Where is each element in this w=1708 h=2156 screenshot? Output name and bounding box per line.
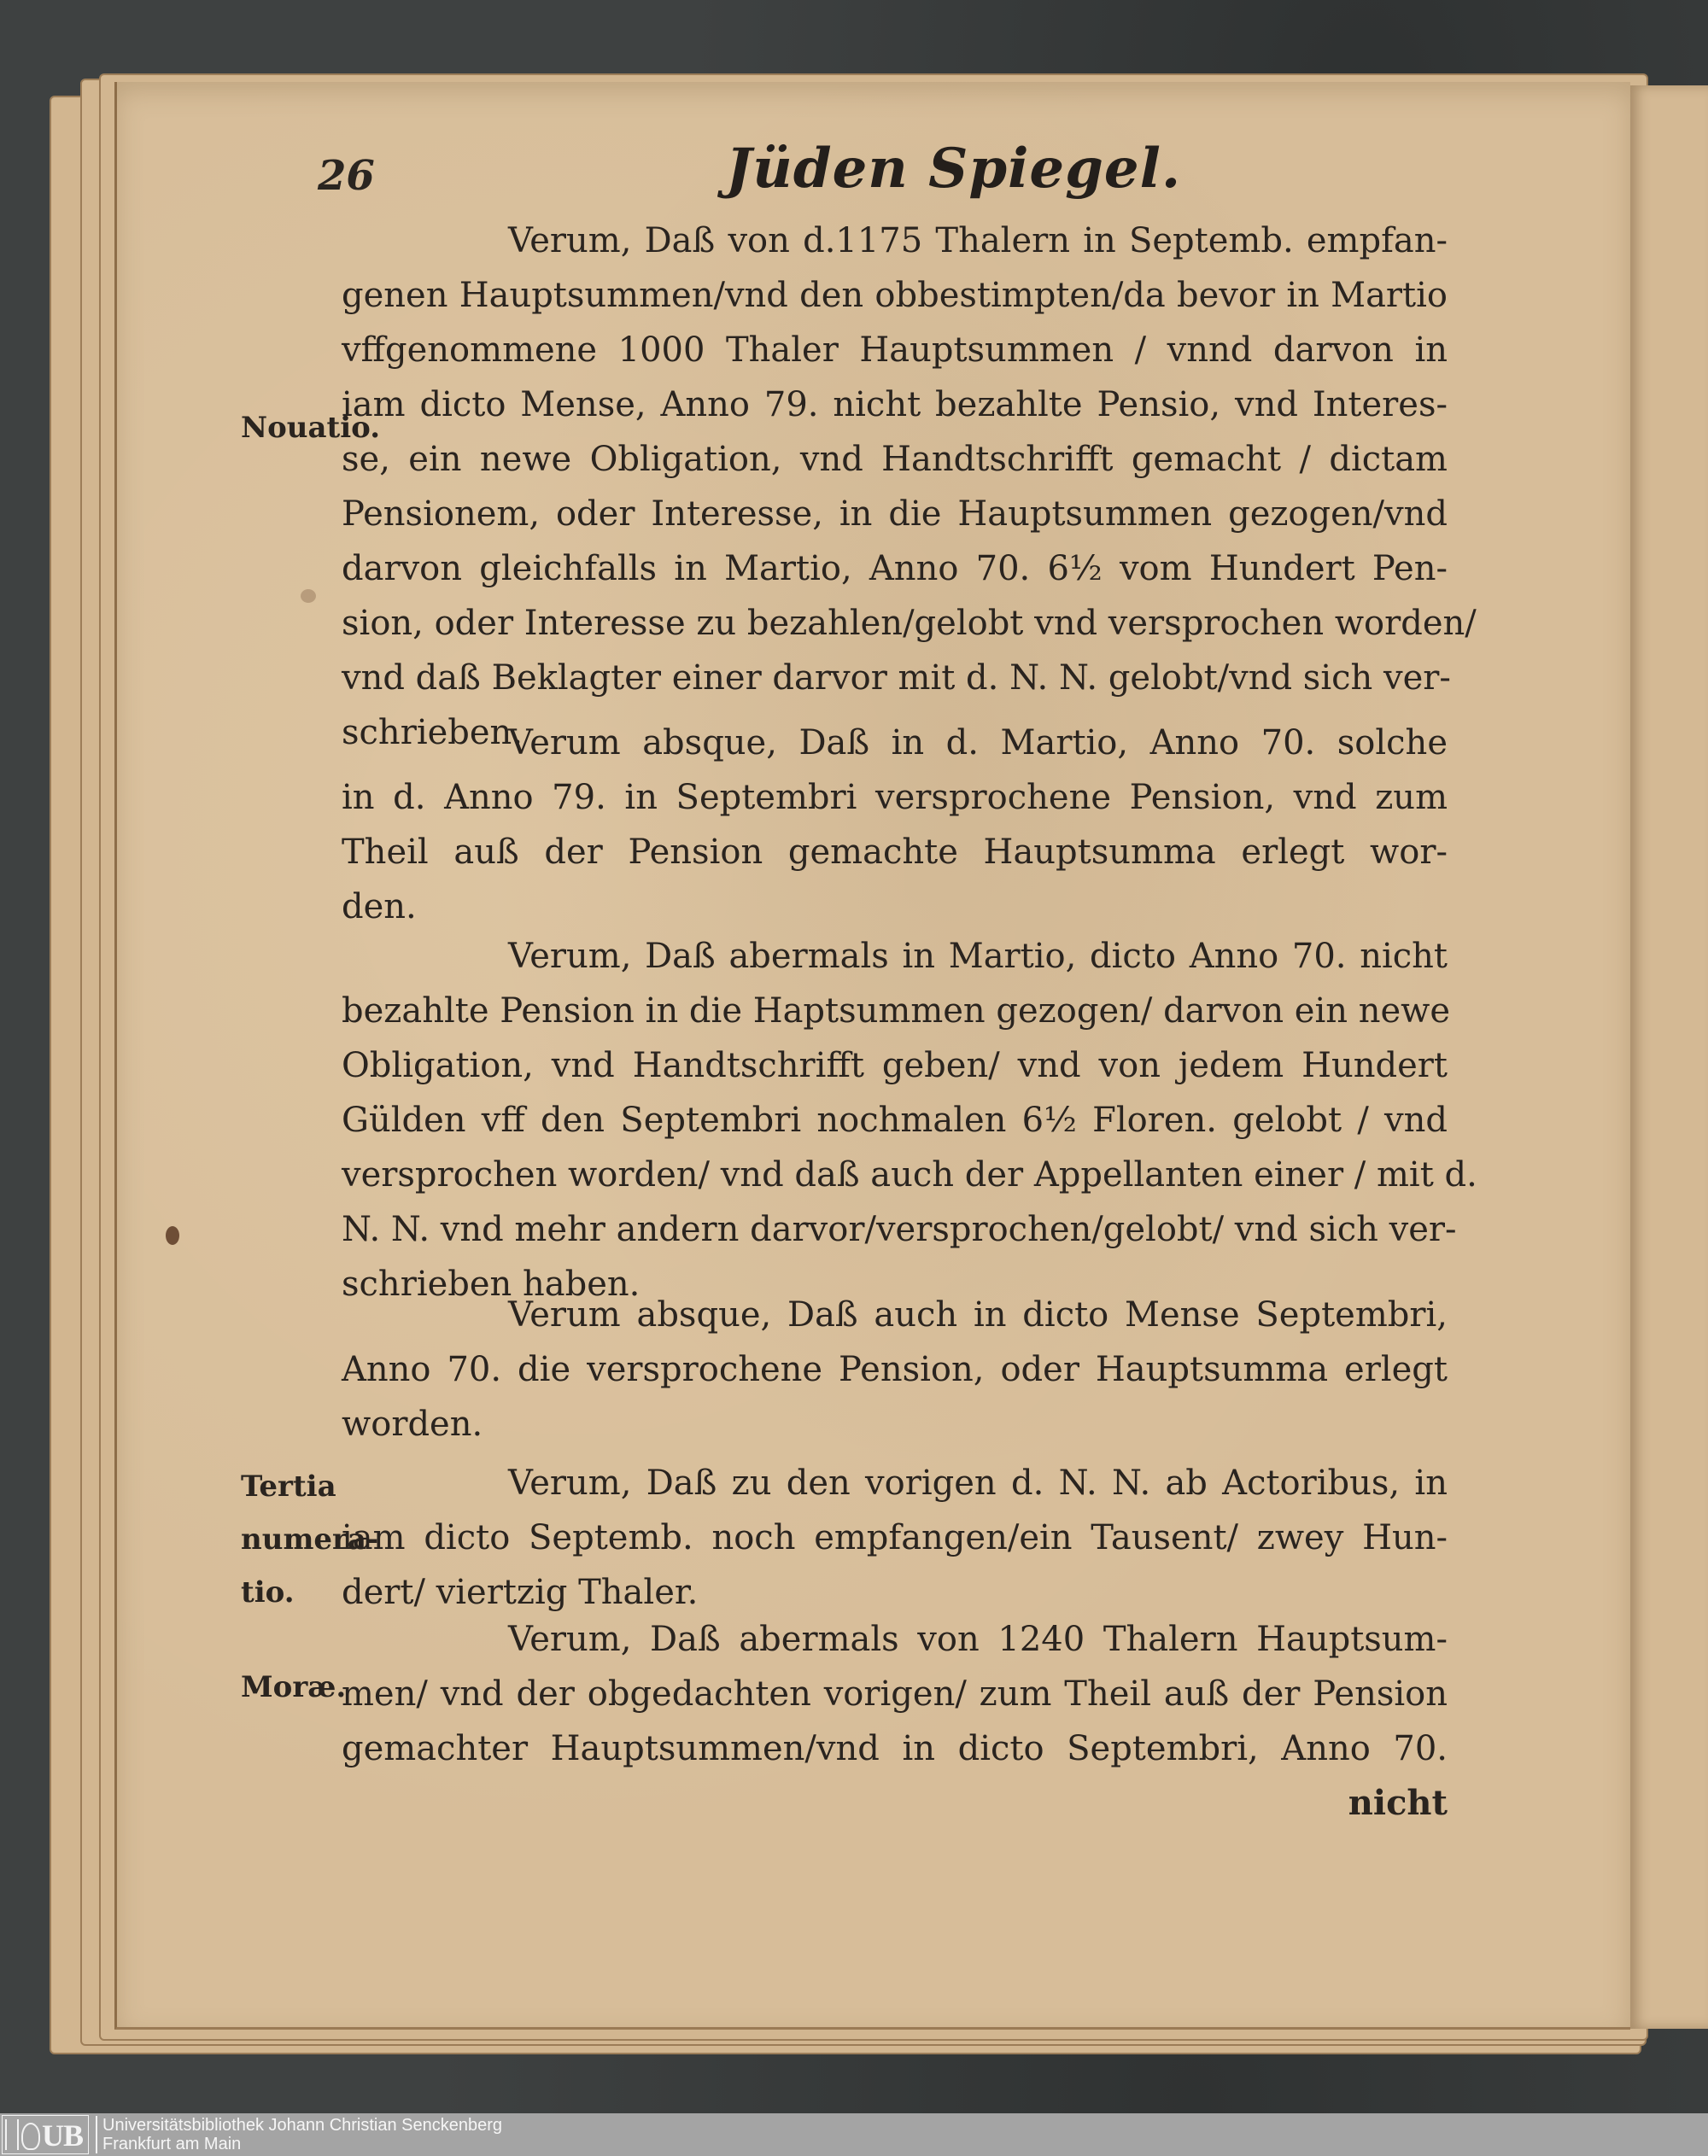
paper-spot xyxy=(301,589,316,603)
text-line: N. N. vnd mehr andern darvor/versprochen/gelobt/ vnd sich ver- xyxy=(342,1210,1457,1249)
paragraph xyxy=(342,1612,1448,1831)
text-line: schrieben haben. xyxy=(342,1265,640,1304)
text-line: dert/ viertzig Thaler. xyxy=(342,1573,699,1612)
text-line: Verum absque, Daß in d. Martio, Anno 70. solche xyxy=(508,723,1448,762)
text-line: Verum, Daß zu den vorigen d. N. N. ab Actoribus, in xyxy=(508,1464,1448,1503)
text-line: Verum, Daß abermals von 1240 Thalern Hauptsum- xyxy=(508,1620,1448,1659)
margin-note-line: Tertia xyxy=(241,1469,336,1504)
margin-note-line: tio. xyxy=(241,1575,295,1610)
text-line: Verum, Daß von d.1175 Thalern in Septemb. empfan- xyxy=(508,221,1448,260)
text-line: men/ vnd der obgedachten vorigen/ zum Theil auß der Pension xyxy=(342,1674,1448,1714)
portrait-bust-icon xyxy=(21,2123,40,2150)
ink-blot xyxy=(166,1226,179,1245)
text-line: genen Hauptsummen/vnd den obbestimpten/da bevor in Martio xyxy=(342,276,1448,315)
paragraph xyxy=(342,1288,1448,1452)
library-name: Universitätsbibliothek Johann Christian Senckenberg xyxy=(102,2116,503,2135)
ub-logo xyxy=(2,2115,89,2154)
text-line: Obligation, vnd Handtschrifft geben/ vnd von jedem Hundert xyxy=(342,1046,1448,1085)
text-line: Theil auß der Pension gemachte Hauptsumma erlegt wor- xyxy=(342,833,1448,872)
library-footer-band xyxy=(0,2113,1708,2156)
pillars-icon xyxy=(5,2119,19,2150)
margin-note-line: Nouatio. xyxy=(241,411,381,445)
facing-page-edge xyxy=(1628,85,1708,2029)
text-line: Verum, Daß abermals in Martio, dicto Anno 70. nicht xyxy=(508,937,1448,976)
running-head: Jüden Spiegel. xyxy=(726,137,1182,201)
text-line: worden. xyxy=(342,1405,483,1444)
ub-logo-letters: UB xyxy=(42,2118,84,2153)
margin-note-morae xyxy=(241,1661,346,1714)
text-line: darvon gleichfalls in Martio, Anno 70. 6½ vom Hundert Pen- xyxy=(342,549,1448,588)
page-number: 26 xyxy=(318,152,375,200)
catchword: nicht xyxy=(1348,1783,1448,1823)
text-line: iam dicto Mense, Anno 79. nicht bezahlte Pensio, vnd Interes- xyxy=(342,385,1448,424)
text-line: schrieben. xyxy=(342,713,524,752)
text-line: Pensionem, oder Interesse, in die Hauptsummen gezogen/vnd xyxy=(342,494,1448,534)
margin-note-line: numera- xyxy=(241,1522,379,1557)
text-line: bezahlte Pension in die Haptsummen gezogen/ darvon ein newe xyxy=(342,991,1451,1031)
library-city: Frankfurt am Main xyxy=(102,2135,242,2153)
margin-note-line: Moræ. xyxy=(241,1670,347,1704)
text-line: in d. Anno 79. in Septembri versprochene Pension, vnd zum xyxy=(342,778,1448,817)
paragraph xyxy=(342,716,1448,934)
text-line: Anno 70. die versprochene Pension, oder Hauptsumma erlegt xyxy=(342,1350,1448,1389)
text-line: Gülden vff den Septembri nochmalen 6½ Floren. gelobt / vnd xyxy=(342,1101,1448,1140)
text-line: vnd daß Beklagter einer darvor mit d. N. N. gelobt/vnd sich ver- xyxy=(342,658,1451,698)
text-line: den. xyxy=(342,887,417,926)
text-line: versprochen worden/ vnd daß auch der Appellanten einer / mit d. xyxy=(342,1155,1477,1195)
paragraph xyxy=(342,929,1477,1312)
text-line: vffgenommene 1000 Thaler Hauptsummen / vnnd darvon in xyxy=(342,330,1448,370)
text-line: Verum absque, Daß auch in dicto Mense Septembri, xyxy=(508,1295,1448,1335)
text-line: gemachter Hauptsummen/vnd in dicto Septembri, Anno 70. xyxy=(342,1729,1448,1768)
text-line: iam dicto Septemb. noch empfangen/ein Tausent/ zwey Hun- xyxy=(342,1518,1448,1557)
text-line: sion, oder Interesse zu bezahlen/gelobt vnd versprochen worden/ xyxy=(342,604,1477,643)
text-line: se, ein newe Obligation, vnd Handtschrifft gemacht / dictam xyxy=(342,440,1448,479)
paragraph xyxy=(342,1456,1448,1620)
library-name-block xyxy=(96,2116,502,2153)
paragraph xyxy=(342,213,1477,760)
